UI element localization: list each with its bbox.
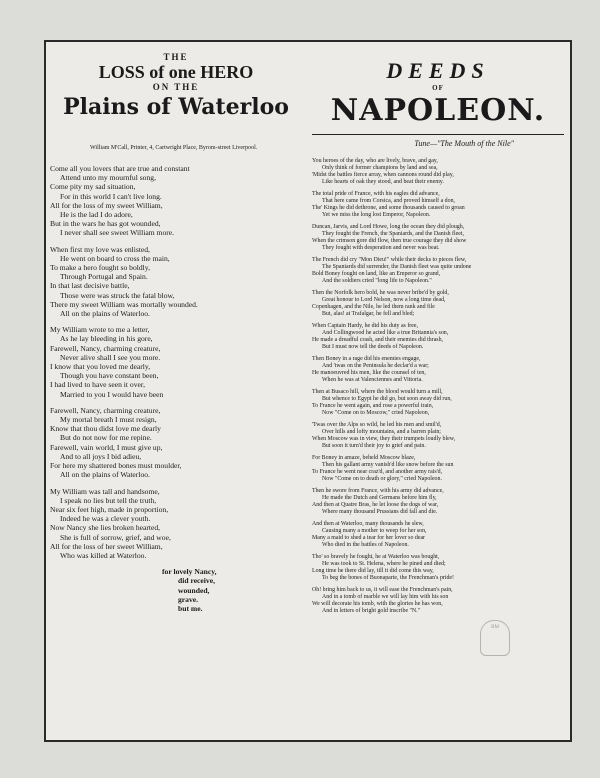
signature-fragment: for lovely Nancy, <box>162 567 217 577</box>
left-verse-line: He went on board to cross the main, <box>60 253 170 263</box>
left-signature <box>50 567 302 613</box>
right-verse-line: We will decorate his tomb, with the glories he has won, <box>312 601 443 607</box>
left-verse-line: Come pity my sad situation, <box>50 182 136 192</box>
right-verse-line: But, alas! at Trafalgar, he fell and bled; <box>322 311 415 317</box>
left-ballad <box>50 52 302 613</box>
right-verse-line: 'Midst the battles fierce array, when cannons round did play, <box>312 172 454 178</box>
right-verse-line: And in letters of bright gold inscribe "N." <box>322 608 421 614</box>
left-verse-line: When first my love was enlisted, <box>50 244 150 254</box>
right-stanza <box>312 191 564 219</box>
right-verse-line: When Captain Hardy, he did his duty as free, <box>312 323 418 329</box>
right-verse-line: When he was at Valenciennes and Vittoria. <box>322 377 423 383</box>
left-poem <box>50 164 302 560</box>
right-title-of: OF <box>432 84 444 92</box>
library-stamp: BM <box>480 620 510 656</box>
right-verse-line: Tho' so bravely he fought, he at Waterloo was bought, <box>312 554 440 560</box>
left-stanza <box>50 325 302 399</box>
right-verse-line: You heroes of the day, who are lively, brave, and gay, <box>312 158 438 164</box>
left-verse-line: He is the lad I do adore, <box>60 210 133 220</box>
left-verse-line: Never alive shall I see you more. <box>60 352 161 362</box>
right-verse-line: They fought with desperation and never was beat. <box>322 245 440 251</box>
left-verse-line: She is full of sorrow, grief, and woe, <box>60 532 171 542</box>
left-stanza <box>50 487 302 561</box>
right-verse-line: When the crimson gore did flow, then true courage they did show <box>312 238 467 244</box>
left-verse-line: I speak no lies but tell the truth, <box>60 495 157 505</box>
left-verse-line: To make a hero fought so boldly, <box>50 263 150 273</box>
right-verse-line: And 'twas on the Peninsula he declar'd a war; <box>322 363 429 369</box>
right-verse-line: Then Boney in a rage did his enemies engage, <box>312 356 421 362</box>
left-verse-line: In that last decisive battle, <box>50 281 130 291</box>
right-verse-line: And the soldiers cried "long life to Napoleon." <box>322 278 432 284</box>
title-rule <box>312 134 564 135</box>
right-verse-line: But I must now tell the deeds of Napoleon. <box>322 344 424 350</box>
right-poem <box>312 158 564 615</box>
right-verse-line: And then at Waterloo, many thousands he slew, <box>312 521 424 527</box>
right-title-main: NAPOLEON. <box>330 93 546 128</box>
right-title-deeds: DEEDS <box>386 58 490 83</box>
left-verse-line: Indeed he was a clever youth. <box>60 514 151 524</box>
right-stanza <box>312 290 564 318</box>
right-verse-line: And Collingwood he acted like a true Britannia's son, <box>322 330 449 336</box>
right-verse-line: Duncan, Jarvis, and Lord Howe, long the ocean they did plough, <box>312 224 465 230</box>
right-verse-line: To beg the bones of Buonaparte, the Frenchman's pride! <box>322 575 455 581</box>
left-verse-line: Know that thou didst love me dearly <box>50 424 161 434</box>
left-verse-line: Who was killed at Waterloo. <box>60 550 147 560</box>
right-verse-line: Where many thousand Prussians did fall and die. <box>322 509 438 515</box>
right-verse-line: He made a dreadful crash, and their enemies did thrash, <box>312 337 444 343</box>
right-verse-line: To France he went again, and rose a powerful train, <box>312 403 434 409</box>
left-verse-line: But do not now for me repine. <box>60 433 152 443</box>
left-verse-line: All for the loss of her sweet William, <box>50 541 163 551</box>
right-verse-line: He was took to St. Helena, where he pined and died; <box>322 561 446 567</box>
signature-fragment: but me. <box>178 603 203 613</box>
right-verse-line: Oh! bring him back to us, it will ease the Frenchman's pain, <box>312 587 453 593</box>
right-verse-line: Only think of former champions by land and sea, <box>322 165 438 171</box>
right-stanza <box>312 554 564 582</box>
right-stanza <box>312 323 564 351</box>
right-verse-line: Long time he there did lay, till it did come this way, <box>312 568 434 574</box>
left-verse-line: And to all joys I bid adieu, <box>60 451 142 461</box>
right-verse-line: Now "Come on to death or glory," cried Napoleon. <box>322 476 442 482</box>
right-verse-line: Then his gallant army vanish'd like snow before the sun <box>322 462 454 468</box>
right-stanza <box>312 158 564 186</box>
left-verse-line: All on the plains of Waterloo. <box>60 470 150 480</box>
left-title-main: Plains of Waterloo <box>63 94 289 120</box>
left-verse-line: Through Portugal and Spain. <box>60 272 148 282</box>
right-verse-line: For Boney in amaze, beheld Moscow blaze, <box>312 455 416 461</box>
left-title-on-the: ON THE <box>152 82 200 92</box>
right-stanza <box>312 224 564 252</box>
right-verse-line: Yet we miss the long lost Emperor, Napoleon. <box>322 212 431 218</box>
left-verse-line: Come all you lovers that are true and constant <box>50 164 190 173</box>
left-title-the: THE <box>163 52 189 62</box>
left-stanza <box>50 245 302 319</box>
left-verse-line: For here my shattered bones must moulder, <box>50 461 182 471</box>
right-verse-line: Copenhagen, and the Nile, he led them rank and file <box>312 304 435 310</box>
right-verse-line: Then at Busaco hill, where the blood would turn a mill, <box>312 389 443 395</box>
left-verse-line: But in the wars he has got wounded, <box>50 219 161 229</box>
left-verse-line: Farewell, vain world, I must give up, <box>50 442 163 452</box>
left-verse-line: I never shall see sweet William more. <box>60 228 175 238</box>
right-verse-line: Bold Boney fought on land, like an Emperor so grand, <box>312 271 441 277</box>
left-verse-line: Farewell, Nancy, charming creature, <box>50 405 161 415</box>
right-verse-line: 'Twas over the Alps so wild, he led his men and smil'd, <box>312 422 442 428</box>
signature-fragment: wounded, <box>178 585 210 595</box>
left-stanza <box>50 406 302 480</box>
right-verse-line: To France he went near craz'd, and another army rais'd, <box>312 469 443 475</box>
left-verse-line: As he lay bleeding in his gore, <box>60 334 153 344</box>
right-verse-line: Great honour to Lord Nelson, now a long time dead, <box>322 297 446 303</box>
printer-imprint: William M'Call, Printer, 4, Cartwright Place, Byrom-street Liverpool. <box>90 145 258 151</box>
right-verse-line: And then at Quatre Bras, he let loose the dogs of war, <box>312 502 439 508</box>
left-verse-line: Farewell, Nancy, charming creature, <box>50 343 161 353</box>
left-verse-line: Though you have constant been, <box>60 371 159 381</box>
right-verse-line: Then he swore from France, with his army did advance, <box>312 488 444 494</box>
right-verse-line: He manoeuvred his men, like the counsel of ten, <box>312 370 426 376</box>
right-verse-line: And in a tomb of marble we will lay him with his son <box>322 594 449 600</box>
right-verse-line: The Spaniards did surrender, the Danish fleet was quite undone <box>322 264 472 270</box>
right-verse-line: The French did cry "Mon Dieu!" while their decks to pieces flew, <box>312 257 467 263</box>
right-verse-line: Over hills and lofty mountains, and a barren plain; <box>322 429 441 435</box>
right-verse-line: They fought the French, the Spaniards, and the Danish fleet, <box>322 231 464 237</box>
left-verse-line: My William was tall and handsome, <box>50 486 160 496</box>
left-verse-line: I had lived to have seen it over, <box>50 380 146 390</box>
signature-fragment: did receive, <box>178 576 215 586</box>
left-verse-line: My William wrote to me a letter, <box>50 325 150 335</box>
right-stanza <box>312 587 564 615</box>
right-verse-line: Who died in the battles of Napoleon. <box>322 542 409 548</box>
left-verse-line: All on the plains of Waterloo. <box>60 309 150 319</box>
left-verse-line: For in this world I can't live long. <box>60 191 162 201</box>
left-verse-line: Now Nancy she lies broken hearted, <box>50 523 161 533</box>
right-verse-line: But whence to Egypt he did go, but soon away did run, <box>322 396 452 402</box>
left-verse-line: Near six feet high, made in proportion, <box>50 504 169 514</box>
right-verse-line: The' Kings he did dethrone, and some thousands caused to groan <box>312 205 465 211</box>
right-ballad <box>312 60 564 620</box>
signature-fragment: grave. <box>178 594 199 604</box>
left-verse-line: There my sweet William was mortally wounded. <box>50 299 198 309</box>
right-verse-line: When Moscow was in view, they their trumpets loudly blew, <box>312 436 456 442</box>
left-verse-line: Attend unto my mournful song, <box>60 173 156 183</box>
right-stanza <box>312 488 564 516</box>
right-verse-line: Then the Norfolk hero bold, he was never bribe'd by gold, <box>312 290 449 296</box>
left-verse-line: All for the loss of my sweet William, <box>50 200 163 210</box>
right-stanza <box>312 422 564 450</box>
tune-line: Tune—"The Mouth of the Nile" <box>414 139 514 148</box>
right-verse-line: That here came from Corsica, and proved himself a don, <box>322 198 455 204</box>
left-verse-line: Those were was struck the fatal blow, <box>60 290 175 300</box>
right-verse-line: But soon it turn'd their joy to grief and pain. <box>322 443 426 449</box>
right-verse-line: Now "Come on to Moscow," cried Napoleon, <box>322 410 430 416</box>
left-title-loss: LOSS of one HERO <box>98 62 254 82</box>
right-stanza <box>312 521 564 549</box>
left-stanza <box>50 164 302 238</box>
right-stanza <box>312 257 564 285</box>
right-stanza <box>312 389 564 417</box>
right-verse-line: The total pride of France, with his eagles did advance, <box>312 191 440 197</box>
right-verse-line: Many a maid to shed a tear for her lover so dear <box>312 535 426 541</box>
left-verse-line: My mortal breath I must resign, <box>60 415 157 425</box>
right-verse-line: Causing many a mother to weep for her son, <box>322 528 427 534</box>
right-verse-line: He made the Dutch and Germans before him fly, <box>322 495 437 501</box>
left-verse-line: Married to you I would have been <box>60 389 164 399</box>
right-verse-line: Like hearts of oak they stood, and beat their enemy. <box>322 179 444 185</box>
left-verse-line: I know that you loved me dearly, <box>50 362 151 372</box>
right-stanza <box>312 356 564 384</box>
right-stanza <box>312 455 564 483</box>
